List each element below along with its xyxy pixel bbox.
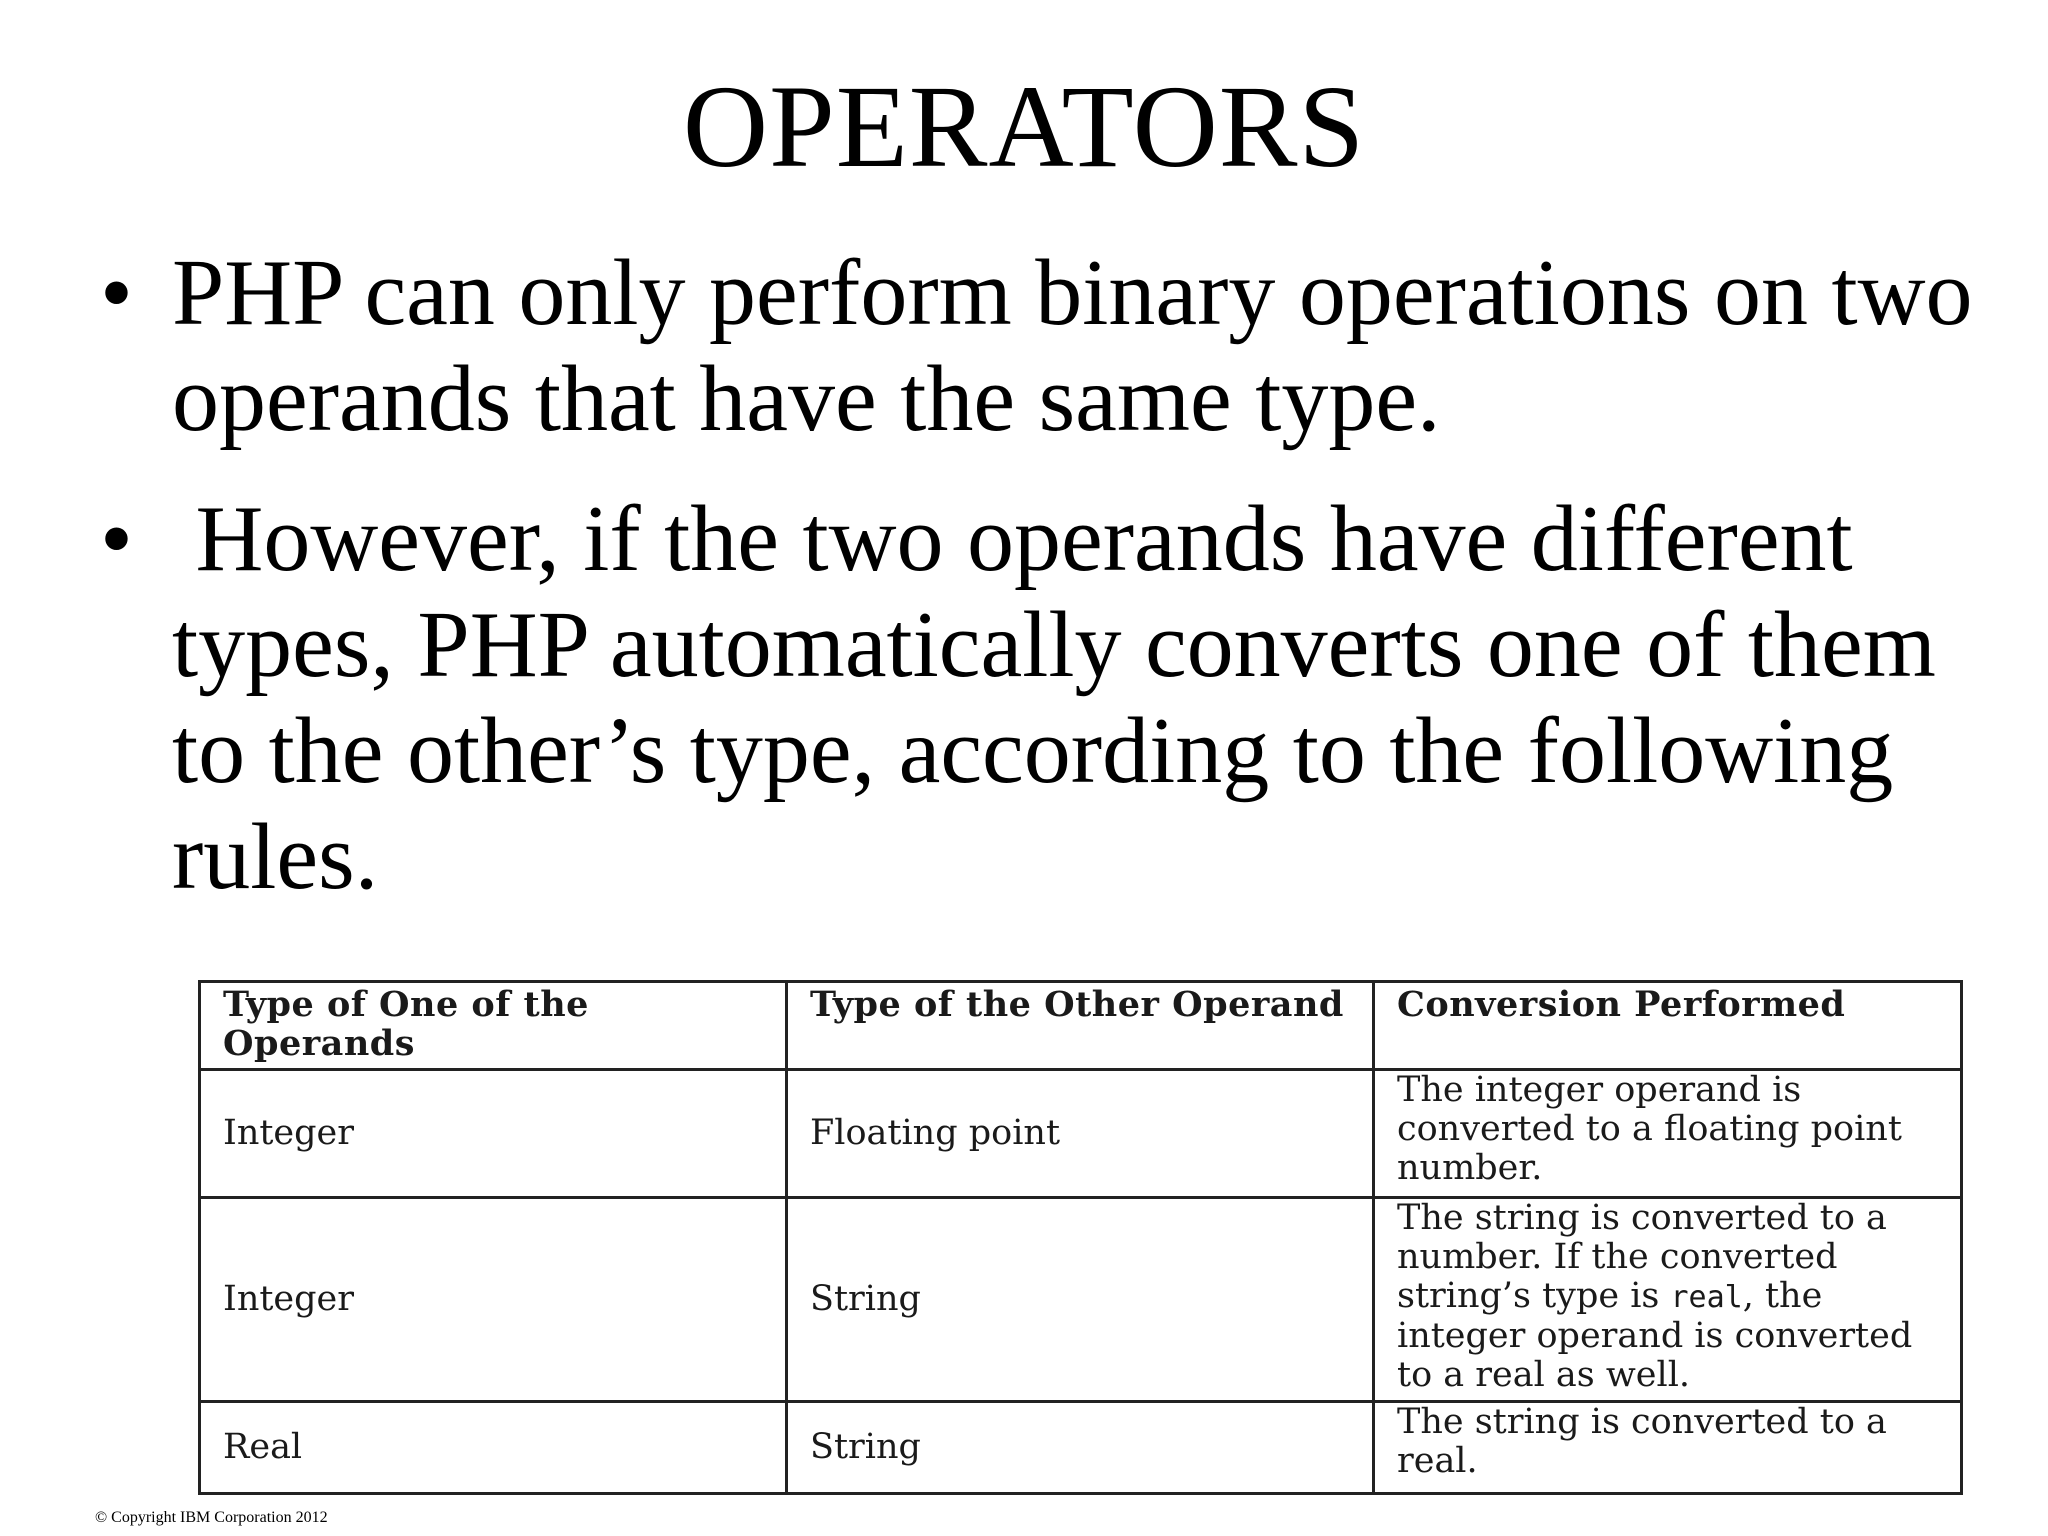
cell-type-other: String	[787, 1198, 1374, 1402]
bullet-marker: •	[100, 241, 133, 345]
bullet-text: PHP can only perform binary operations on two operands that have the same type.	[172, 241, 1996, 451]
bullet-list	[100, 240, 1996, 910]
cell-conversion: The string is converted to a real.	[1374, 1402, 1962, 1494]
conversion-table	[198, 980, 1963, 1495]
cell-type-other: Floating point	[787, 1070, 1374, 1198]
table-row	[200, 1402, 1962, 1494]
bullet-item	[100, 240, 1996, 452]
table-row	[200, 1070, 1962, 1198]
table-header-row	[200, 982, 1962, 1070]
slide-title: OPERATORS	[682, 61, 1366, 192]
table-row	[200, 1198, 1962, 1402]
conversion-text-before: The string is converted to a number. If the converted string’s type is	[1397, 1198, 1887, 1316]
cell-conversion	[1374, 1198, 1962, 1402]
conversion-text-after: , the integer operand is converted to a real as well.	[1397, 1276, 1913, 1395]
conversion-table-container	[198, 980, 1960, 1492]
cell-type-one: Integer	[200, 1198, 787, 1402]
cell-type-one: Integer	[200, 1070, 787, 1198]
column-header-type-one: Type of One of the Operands	[200, 982, 787, 1070]
conversion-code-keyword: real	[1670, 1280, 1743, 1315]
cell-conversion: The integer operand is converted to a floating point number.	[1374, 1070, 1962, 1198]
bullet-marker: •	[100, 487, 133, 591]
cell-type-one: Real	[200, 1402, 787, 1494]
cell-type-other: String	[787, 1402, 1374, 1494]
column-header-conversion: Conversion Performed	[1374, 982, 1962, 1070]
bullet-item	[100, 486, 1980, 910]
copyright-notice: © Copyright IBM Corporation 2012	[95, 1509, 328, 1526]
bullet-text: However, if the two operands have different types, PHP automatically converts one of them to the other’s type, according to the following rules.	[172, 487, 1960, 909]
column-header-type-other: Type of the Other Operand	[787, 982, 1374, 1070]
